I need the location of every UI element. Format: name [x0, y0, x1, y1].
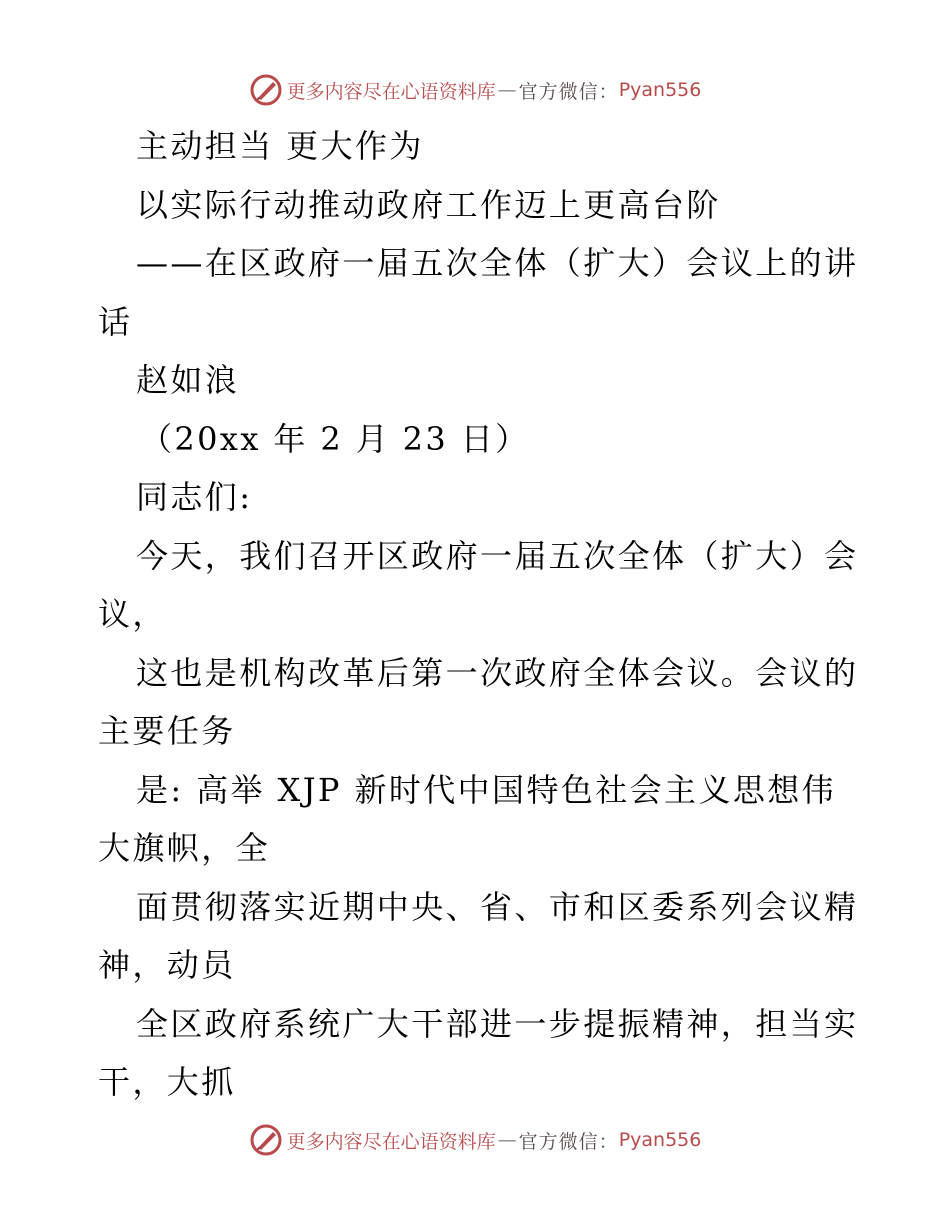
paragraph-line: 主要任务	[98, 712, 236, 750]
watermark-dash: —	[497, 1129, 517, 1151]
watermark-wechat-label: 官方微信：	[518, 1130, 619, 1153]
footer-watermark	[0, 1118, 950, 1162]
salutation: 同志们:	[136, 478, 253, 516]
watermark-dash: —	[497, 79, 517, 101]
speech-occasion: ——在区政府一届五次全体（扩大）会议上的讲	[136, 244, 859, 282]
document-subtitle: 以实际行动推动政府工作迈上更高台阶	[136, 185, 721, 224]
watermark-wechat-label: 官方微信：	[518, 80, 619, 103]
watermark-site-text: 更多内容尽在心语资料库	[286, 1130, 496, 1153]
paragraph-line: 今天，我们召开区政府一届五次全体（扩大）会	[136, 536, 859, 575]
paragraph-line: 议，	[98, 595, 167, 633]
document-body	[0, 117, 950, 1112]
quill-seal-icon	[249, 73, 283, 107]
speech-occasion-continued: 话	[98, 302, 133, 341]
paragraph-line: 神，动员	[98, 946, 236, 984]
document-title: 主动担当 更大作为	[136, 127, 424, 165]
speaker-name: 赵如浪	[136, 361, 240, 399]
paragraph-line: 全区政府系统广大干部进一步提振精神，担当实	[136, 1004, 859, 1043]
header-watermark	[0, 68, 950, 112]
paragraph-line: 面贯彻落实近期中央、省、市和区委系列会议精	[136, 887, 859, 926]
paragraph-line: 干，大抓	[98, 1063, 236, 1101]
paragraph-line: 这也是机构改革后第一次政府全体会议。会议的	[136, 653, 859, 692]
speech-date: （20xx 年 2 月 23 日）	[140, 419, 530, 458]
quill-seal-icon	[249, 1123, 283, 1157]
paragraph-line: 大旗帜，全	[98, 829, 271, 867]
paragraph-line: 是: 高举 XJP 新时代中国特色社会主义思想伟	[136, 770, 837, 809]
watermark-wechat-id: Pyan556	[618, 1129, 702, 1151]
watermark-site-text: 更多内容尽在心语资料库	[286, 80, 496, 103]
watermark-wechat-id: Pyan556	[618, 79, 702, 101]
